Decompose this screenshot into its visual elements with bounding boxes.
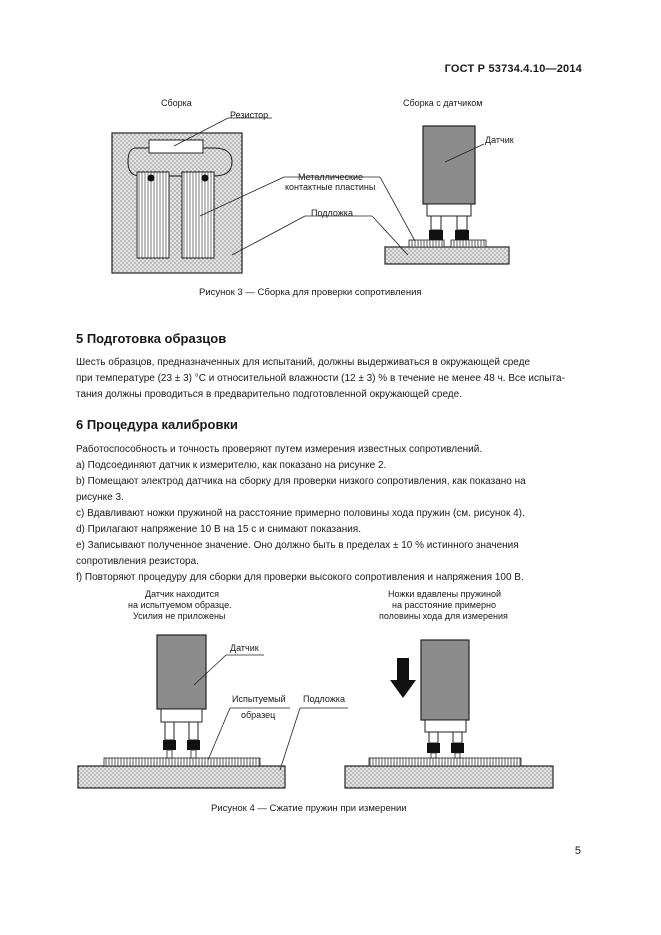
fig3-plates-label-2: контактные пластины	[285, 182, 376, 192]
text-line: тания должны проводиться в предварительно подготовленной окружающей среде.	[76, 389, 462, 400]
text-line: е) Записывают полученное значение. Оно должно быть в пределах ± 10 % истинного значения	[76, 540, 519, 551]
fig3-plates-label-1: Металлические	[298, 172, 364, 182]
fig4-left-note-2: на испытуемом образце.	[128, 600, 232, 610]
resistor	[149, 140, 203, 153]
fig4-right-note-1: Ножки вдавлены пружиной	[388, 589, 502, 599]
fig4-sample-label-2: образец	[241, 710, 276, 720]
text-line: f) Повторяют процедуру для сборки для проверки высокого сопротивления и напряжения 100 В.	[76, 572, 524, 583]
test-sample-left	[104, 758, 260, 766]
fig3-substrate-label: Подложка	[311, 208, 353, 218]
fig3-right-title: Сборка с датчиком	[403, 98, 483, 108]
fig4-left-note-3: Усилия не приложены	[133, 611, 226, 621]
fig4-left-note-1: Датчик находится	[145, 589, 220, 599]
sensor-leg-left	[431, 216, 441, 230]
substrate-left	[78, 766, 285, 788]
fig4-substrate-label: Подложка	[303, 694, 345, 704]
text-line: с) Вдавливают ножки пружиной на расстояние примерно половины хода пружин (см. рисунок 4).	[76, 508, 525, 519]
substrate-right	[385, 247, 509, 264]
section-5-text	[76, 355, 584, 403]
figure-3-caption: Рисунок 3 — Сборка для проверки сопротивления	[199, 287, 422, 298]
fig4-sample-label-1: Испытуемый	[232, 694, 286, 704]
text-line: b) Помещают электрод датчика на сборку для проверки низкого сопротивления, как показано на	[76, 476, 526, 487]
sensor-foot-right	[455, 230, 469, 240]
substrate-block	[112, 133, 242, 273]
fig3-sensor-label: Датчик	[485, 135, 514, 145]
section-6-text	[76, 442, 584, 586]
sensor-foot-left	[429, 230, 443, 240]
fig4-right-note-2: на расстояние примерно	[392, 600, 496, 610]
fig3-resistor-label: Резистор	[230, 110, 269, 120]
figure-3-diagram	[0, 0, 661, 300]
sensor-body	[423, 126, 475, 204]
substrate-right-2	[345, 766, 553, 788]
text-line: при температуре (23 ± 3) °С и относительной влажности (12 ± 3) % в течение не менее 48 ч. Все испыта-	[76, 373, 565, 384]
plate-comb-right	[451, 240, 486, 247]
section-5-title: 5 Подготовка образцов	[76, 331, 227, 346]
contact-plate-left	[137, 172, 169, 258]
page-number: 5	[574, 845, 581, 857]
fig4-sensor-label: Датчик	[230, 643, 259, 653]
sensor-body-right	[421, 640, 469, 720]
document-header: ГОСТ Р 53734.4.10—2014	[444, 63, 582, 75]
sensor-body-left	[157, 635, 206, 709]
text-line: Работоспособность и точность проверяют путем измерения известных сопротивлений.	[76, 444, 483, 455]
fig4-right-note-3: половины хода для измерения	[379, 611, 508, 621]
sensor-base-left	[161, 709, 202, 722]
text-line: Шесть образцов, предназначенных для испытаний, должны выдерживаться в окружающей среде	[76, 357, 531, 368]
fig3-left-title: Сборка	[161, 98, 192, 108]
text-line: рисунке 3.	[76, 492, 124, 503]
contact-plate-right	[182, 172, 214, 258]
plate-comb-left	[409, 240, 444, 247]
down-arrow-icon	[390, 658, 416, 698]
figure-4-caption: Рисунок 4 — Сжатие пружин при измерении	[211, 803, 407, 814]
text-line: а) Подсоединяют датчик к измерителю, как показано на рисунке 2.	[76, 460, 387, 471]
sensor-leg-right	[457, 216, 467, 230]
sensor-base	[427, 204, 471, 216]
section-6-title: 6 Процедура калибровки	[76, 417, 238, 432]
test-sample-right	[369, 758, 521, 766]
text-line: d) Прилагают напряжение 10 В на 15 с и снимают показания.	[76, 524, 361, 535]
solder-point-left	[148, 175, 155, 182]
text-line: сопротивления резистора.	[76, 556, 199, 567]
solder-point-right	[202, 175, 209, 182]
